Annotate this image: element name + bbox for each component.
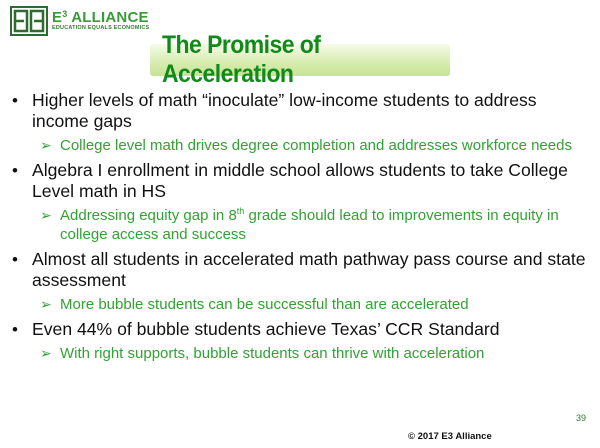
bullet-dot-icon: • xyxy=(12,91,18,110)
logo-name: $E^3$ ALLIANCE xyxy=(52,9,149,27)
bullet-text: Almost all students in accelerated math pathway pass course and state assessment xyxy=(32,249,586,290)
sub-bullet-text: College level math drives degree completion and addresses workforce needs xyxy=(60,137,572,154)
slide-title: The Promise of Acceleration xyxy=(162,31,321,88)
e3-alliance-logo xyxy=(10,6,149,36)
arrow-bullet-icon: ➢ xyxy=(40,296,52,312)
bullet-item xyxy=(10,160,598,202)
page-number: 39 xyxy=(575,413,586,423)
sub-bullet-item xyxy=(10,295,598,314)
sub-bullet-text: More bubble students can be successful than are accelerated xyxy=(60,296,469,313)
bullet-text: Even 44% of bubble students achieve Texas’ CCR Standard xyxy=(32,319,500,339)
bullet-list xyxy=(10,90,598,363)
sub-bullet-item xyxy=(10,344,598,363)
sub-bullet-text: With right supports, bubble students can thrive with acceleration xyxy=(60,345,485,362)
bullet-dot-icon: • xyxy=(12,320,18,339)
bullet-item xyxy=(10,249,598,291)
bullet-dot-icon: • xyxy=(12,161,18,180)
arrow-bullet-icon: ➢ xyxy=(40,207,52,223)
sub-bullet-item xyxy=(10,206,598,244)
bullet-item xyxy=(10,90,598,132)
logo-tagline: EDUCATION EQUALS ECONOMICS xyxy=(52,25,150,32)
bullet-dot-icon: • xyxy=(12,250,18,269)
arrow-bullet-icon: ➢ xyxy=(40,137,52,153)
bullet-text: Higher levels of math “inoculate” low-income students to address income gaps xyxy=(32,90,537,131)
arrow-bullet-icon: ➢ xyxy=(40,345,52,361)
copyright-notice: © 2017 E3 Alliance xyxy=(408,431,492,442)
sub-bullet-item xyxy=(10,136,598,155)
bullet-item xyxy=(10,319,598,340)
bullet-text: Algebra I enrollment in middle school allows students to take College Level math in HS xyxy=(32,160,568,201)
e3-logo-mark-icon xyxy=(10,6,48,36)
sub-bullet-text: Addressing equity gap in 8th grade should lead to improvements in equity in college access and success xyxy=(60,206,559,243)
